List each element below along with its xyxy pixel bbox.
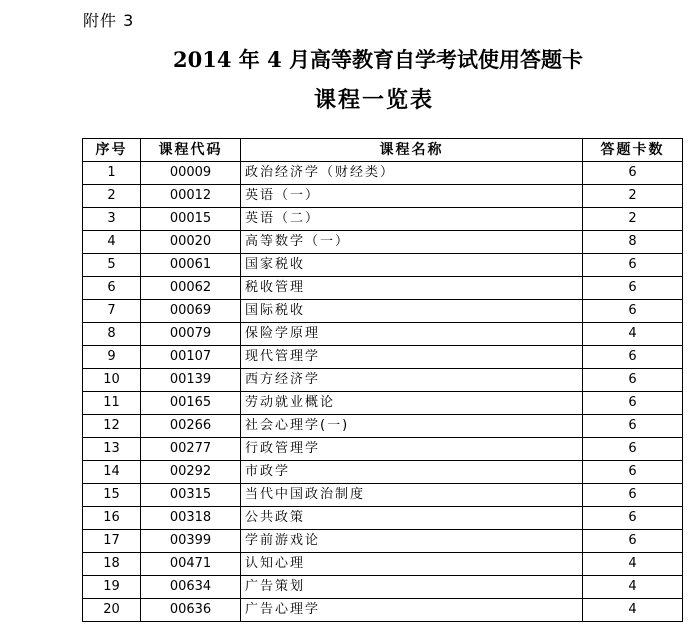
serial-cell: 5 [83,254,141,277]
card-count-cell: 6 [583,300,683,323]
table-row [83,369,683,392]
table-row [83,254,683,277]
serial-cell: 6 [83,277,141,300]
course-code-cell: 00062 [141,277,241,300]
course-code-cell: 00009 [141,162,241,185]
serial-cell: 11 [83,392,141,415]
course-name-cell: 市政学 [241,461,583,484]
card-count-cell: 4 [583,576,683,599]
serial-cell: 3 [83,208,141,231]
course-code-cell: 00139 [141,369,241,392]
table-row [83,461,683,484]
table-row [83,231,683,254]
course-name-cell: 广告策划 [241,576,583,599]
card-count-cell: 8 [583,231,683,254]
serial-cell: 1 [83,162,141,185]
header-card-count: 答题卡数 [583,139,683,162]
table-row [83,599,683,622]
card-count-cell: 6 [583,369,683,392]
card-count-cell: 6 [583,346,683,369]
card-count-cell: 2 [583,208,683,231]
header-serial: 序号 [83,139,141,162]
card-count-cell: 6 [583,162,683,185]
serial-cell: 17 [83,530,141,553]
course-name-cell: 社会心理学(一) [241,415,583,438]
serial-cell: 19 [83,576,141,599]
serial-cell: 13 [83,438,141,461]
card-count-cell: 6 [583,507,683,530]
course-name-cell: 当代中国政治制度 [241,484,583,507]
serial-cell: 20 [83,599,141,622]
table-row [83,576,683,599]
serial-cell: 9 [83,346,141,369]
serial-cell: 16 [83,507,141,530]
course-name-cell: 现代管理学 [241,346,583,369]
card-count-cell: 4 [583,599,683,622]
table-row [83,323,683,346]
course-code-cell: 00165 [141,392,241,415]
course-name-cell: 行政管理学 [241,438,583,461]
serial-cell: 14 [83,461,141,484]
course-name-cell: 高等数学（一） [241,231,583,254]
course-name-cell: 广告心理学 [241,599,583,622]
course-code-cell: 00107 [141,346,241,369]
serial-cell: 10 [83,369,141,392]
course-name-cell: 政治经济学（财经类） [241,162,583,185]
course-code-cell: 00020 [141,231,241,254]
course-name-cell: 保险学原理 [241,323,583,346]
course-name-cell: 学前游戏论 [241,530,583,553]
table-row [83,277,683,300]
table-row [83,162,683,185]
serial-cell: 15 [83,484,141,507]
serial-cell: 8 [83,323,141,346]
course-code-cell: 00069 [141,300,241,323]
card-count-cell: 6 [583,438,683,461]
course-name-cell: 英语（二） [241,208,583,231]
annex-label: 附件 3 [83,11,135,30]
course-code-cell: 00277 [141,438,241,461]
card-count-cell: 2 [583,185,683,208]
card-count-cell: 6 [583,484,683,507]
card-count-cell: 6 [583,254,683,277]
card-count-cell: 6 [583,461,683,484]
table-row [83,208,683,231]
course-code-cell: 00015 [141,208,241,231]
table-row [83,553,683,576]
course-code-cell: 00012 [141,185,241,208]
table-row [83,300,683,323]
course-table-body [83,162,683,622]
table-row [83,185,683,208]
header-course-name: 课程名称 [241,139,583,162]
course-code-cell: 00471 [141,553,241,576]
card-count-cell: 4 [583,323,683,346]
table-row [83,438,683,461]
course-code-cell: 00636 [141,599,241,622]
course-name-cell: 公共政策 [241,507,583,530]
course-name-cell: 国家税收 [241,254,583,277]
course-name-cell: 西方经济学 [241,369,583,392]
table-row [83,484,683,507]
course-name-cell: 认知心理 [241,553,583,576]
document-title: 2014 年 4 月高等教育自学考试使用答题卡 [173,47,583,72]
course-name-cell: 国际税收 [241,300,583,323]
table-row [83,415,683,438]
card-count-cell: 4 [583,553,683,576]
card-count-cell: 6 [583,392,683,415]
course-code-cell: 00634 [141,576,241,599]
course-code-cell: 00292 [141,461,241,484]
table-row [83,392,683,415]
table-header-row [83,139,683,162]
table-row [83,530,683,553]
serial-cell: 12 [83,415,141,438]
table-row [83,507,683,530]
course-code-cell: 00315 [141,484,241,507]
serial-cell: 4 [83,231,141,254]
course-name-cell: 英语（一） [241,185,583,208]
serial-cell: 18 [83,553,141,576]
course-code-cell: 00079 [141,323,241,346]
document-subtitle: 课程一览表 [313,87,434,113]
card-count-cell: 6 [583,415,683,438]
course-table [82,138,683,622]
course-name-cell: 劳动就业概论 [241,392,583,415]
course-code-cell: 00266 [141,415,241,438]
course-code-cell: 00399 [141,530,241,553]
course-name-cell: 税收管理 [241,277,583,300]
course-code-cell: 00061 [141,254,241,277]
serial-cell: 2 [83,185,141,208]
course-code-cell: 00318 [141,507,241,530]
table-row [83,346,683,369]
header-course-code: 课程代码 [141,139,241,162]
card-count-cell: 6 [583,277,683,300]
card-count-cell: 6 [583,530,683,553]
serial-cell: 7 [83,300,141,323]
